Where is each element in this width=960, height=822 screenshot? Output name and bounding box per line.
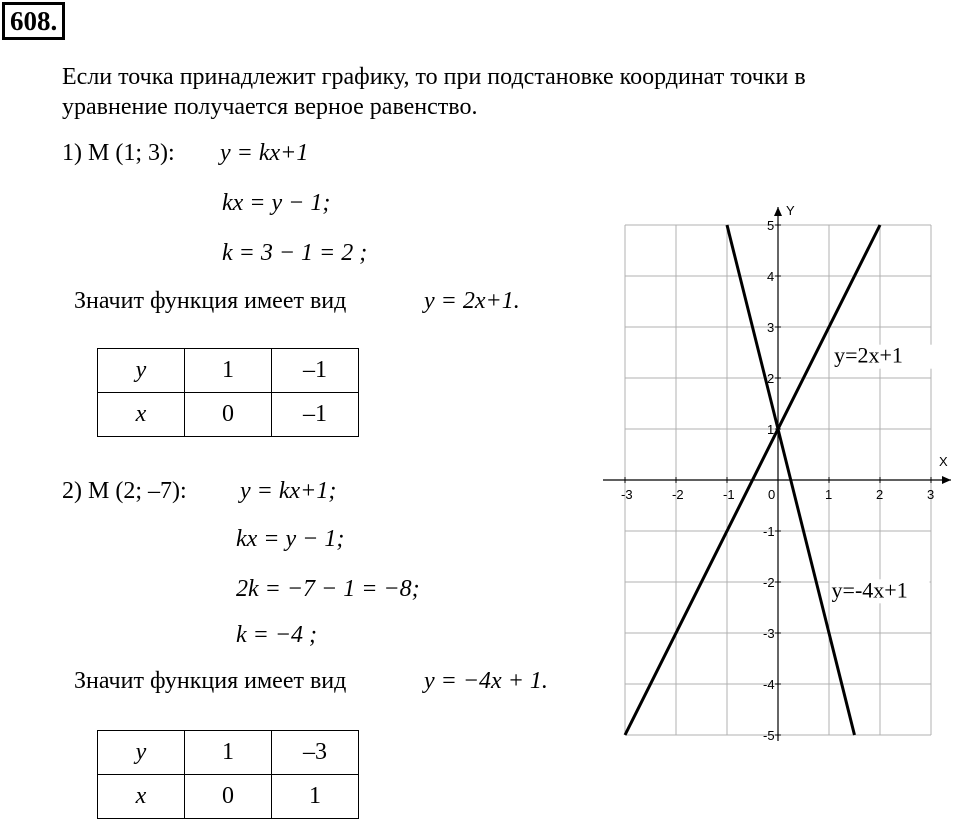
part2-eq2 bbox=[236, 524, 344, 554]
y-tick-label: 5 bbox=[767, 218, 775, 233]
function-graph bbox=[595, 198, 957, 758]
y-tick-label: -5 bbox=[763, 728, 775, 743]
x-tick-label: -2 bbox=[672, 487, 684, 502]
part1-eq2 bbox=[222, 188, 330, 218]
table-row bbox=[98, 775, 359, 819]
table-cell: 1 bbox=[272, 775, 359, 819]
intro-line-2: уравнение получается верное равенство. bbox=[62, 94, 478, 120]
part2-eq3-text: 2k = −7 − 1 = −8; bbox=[236, 576, 420, 602]
intro-line-1: Если точка принадлежит графику, то при подстановке координат точки в bbox=[62, 64, 806, 90]
part1-conclusion-eq-text: y = 2x+1. bbox=[424, 288, 520, 314]
table-cell: –3 bbox=[272, 731, 359, 775]
x-tick-label: 3 bbox=[927, 487, 935, 502]
x-tick-label: -1 bbox=[723, 487, 735, 502]
y-axis-label: Y bbox=[786, 203, 795, 218]
part1-label: 1) M (1; 3): bbox=[62, 140, 175, 166]
x-tick-label: 1 bbox=[825, 487, 833, 502]
table-head-cell: x bbox=[98, 775, 185, 819]
y-tick-label: 1 bbox=[767, 422, 775, 437]
table-head-cell: x bbox=[98, 393, 185, 437]
part2-conclusion-eq-text: y = −4x + 1. bbox=[424, 668, 548, 694]
x-tick-label: -3 bbox=[621, 487, 633, 502]
y-tick-label: -3 bbox=[763, 626, 775, 641]
x-tick-label: 0 bbox=[768, 487, 776, 502]
part2-value-table bbox=[97, 730, 359, 819]
table-head-cell: y bbox=[98, 349, 185, 393]
x-axis-label: X bbox=[939, 454, 948, 469]
part2-eq3 bbox=[236, 574, 420, 604]
table-head-cell: y bbox=[98, 731, 185, 775]
table-cell: 0 bbox=[185, 393, 272, 437]
part1-conclusion: Значит функция имеет вид bbox=[74, 288, 347, 314]
part2-eq4-text: k = −4 ; bbox=[236, 622, 318, 648]
part1-conclusion-eq bbox=[424, 286, 520, 316]
table-cell: –1 bbox=[272, 393, 359, 437]
part2-label: 2) M (2; –7): bbox=[62, 478, 187, 504]
problem-number: 608. bbox=[2, 2, 65, 40]
table-cell: 1 bbox=[185, 731, 272, 775]
series-label: y=2x+1 bbox=[834, 342, 903, 368]
part1-eq3 bbox=[222, 238, 367, 268]
y-tick-label: -4 bbox=[763, 677, 775, 692]
part1-value-table bbox=[97, 348, 359, 437]
part1-eq2-text: kx = y − 1; bbox=[222, 190, 331, 216]
part2-conclusion: Значит функция имеет вид bbox=[74, 668, 347, 694]
part2-eq1-text: y = kx+1; bbox=[240, 478, 337, 504]
y-tick-label: 4 bbox=[767, 269, 775, 284]
part2-conclusion-eq bbox=[424, 666, 548, 696]
part2-eq2-text: kx = y − 1; bbox=[236, 526, 345, 552]
table-cell: –1 bbox=[272, 349, 359, 393]
y-tick-label: -1 bbox=[763, 524, 775, 539]
y-tick-label: 2 bbox=[767, 371, 775, 386]
y-axis-arrow-icon bbox=[774, 207, 782, 216]
x-tick-label: 2 bbox=[876, 487, 884, 502]
x-axis-arrow-icon bbox=[942, 476, 951, 484]
part2-eq1 bbox=[240, 476, 336, 506]
series-label: y=-4x+1 bbox=[831, 577, 908, 603]
part2-eq4 bbox=[236, 620, 317, 650]
table-cell: 0 bbox=[185, 775, 272, 819]
part1-eq3-text: k = 3 − 1 = 2 ; bbox=[222, 240, 368, 266]
part1-eq1 bbox=[220, 138, 308, 168]
y-tick-label: 3 bbox=[767, 320, 775, 335]
y-tick-label: -2 bbox=[763, 575, 775, 590]
table-row bbox=[98, 731, 359, 775]
part1-eq1-text: y = kx+1 bbox=[220, 140, 309, 166]
table-row bbox=[98, 393, 359, 437]
table-row bbox=[98, 349, 359, 393]
table-cell: 1 bbox=[185, 349, 272, 393]
